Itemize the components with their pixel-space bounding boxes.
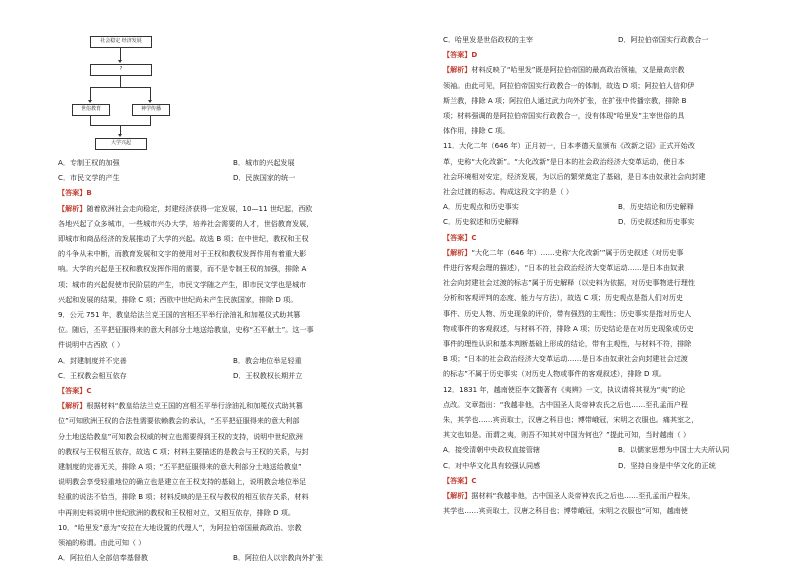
analysis-line: 根据材料“教皇给法兰克王国的宫相丕平举行涂油礼和加冕仪式助其篡 [86,401,303,411]
q10-option-a: A．阿拉伯人全部信奉基督教 [58,553,148,563]
q9-options-row [58,353,408,368]
diagram-connector [90,87,91,101]
diagram-bottom-box: 大学兴起 [95,138,147,150]
q12-options-row [443,458,793,473]
q12-answer: 【答案】C [443,475,477,485]
q11-option-a: A．历史观点和历史事实 [443,202,519,212]
analysis-tag: 【解析】 [58,203,87,213]
q9-options-row [58,368,408,383]
q8-option-c: C．市民文学的产生 [58,173,120,183]
analysis-line: 物或事件的客观叙述，与材料不符，排除 A 项；历史结论是在对历史现象或历史 [443,323,694,333]
flow-diagram [70,30,220,155]
q12-stem [443,382,793,443]
q10-analysis [443,62,793,138]
analysis-line: 兴起和发展的结果，排除 C 项；西欧中世纪尚未产生民族国家，排除 D 项。 [58,294,298,304]
right-column [443,32,793,519]
q9-option-c: C．王权教会相互依存 [58,370,127,380]
analysis-line: 轻重的说法不恰当，排除 B 项；材料反映的是王权与教权的相互依存关系，材料 [58,492,309,502]
q10-option-d: D．阿拉伯帝国实行政教合一 [618,35,709,44]
q11-answer: 【答案】C [443,232,477,242]
question-line: 位。随后，丕平把征服得来的意大利部分土地送给教皇，史称“丕平献土”。这一事 [58,325,314,335]
q12-option-a: A．接受清朝中央政权直接管辖 [443,445,541,455]
analysis-line: 的标志”不属于历史事实（对历史人物或事件的客观叙述），排除 D 项。 [443,369,666,379]
analysis-line: 的教权与王权相互依存，故选 C 项；材料主要描述的是教会与王权的关系，与封 [58,446,309,456]
q12-option-c: C．对中华文化具有较强认同感 [443,460,541,470]
analysis-line: 其学也……宾贡取士，汉唐之科目也；博带峨冠，宋明之衣服也”可知，越南使 [443,506,688,516]
diagram-left-box: 世俗教育 [72,104,110,116]
q11-options-row [443,199,793,214]
diagram-connector [150,87,151,101]
q10-answer: 【答案】D [443,50,478,60]
diagram-top-box: 社会稳定 经济发展 [90,36,152,48]
diagram-arrow [118,60,122,63]
q9-option-d: D．王权教权长期并立 [233,370,303,380]
question-line: 朱，其学也……宾贡取士，汉唐之科目也；博带峨冠，宋明之衣服也。痛其室之， [443,415,699,425]
q12-options-row [443,442,793,457]
analysis-line: 即城市和商品经济的发展推动了大学的兴起。故选 B 项；在中世纪，教权和王权 [58,234,309,244]
analysis-line: B 项；“日本的社会政治经济大变革运动……是日本由奴隶社会向封建社会过渡 [443,354,688,364]
analysis-line: 各地兴起了众多城市，一些城市兴办大学，培养社会需要的人才，世俗教育发展， [58,218,314,228]
question-line: 其文也如是。而谓之夷，则吾不知其对中国为何也？”提此可知，当时越南（ ） [443,430,691,440]
question-line: 点改。文章指出：“我越非他，古中国圣人炎帝神农氏之后也……至孔孟而户程 [443,399,688,409]
q10-options-row [58,550,408,565]
q9-stem [58,307,408,353]
analysis-line: 项；材料强调的是阿拉伯帝国实行政教合一，没有体现“哈里发”主宰世俗的具 [443,111,685,121]
q12-option-b: B．以儒家思想为中国士大夫所认同 [618,445,730,455]
analysis-tag: 【解析】 [443,65,472,75]
analysis-tag: 【解析】 [443,247,472,257]
q11-stem [443,138,793,199]
analysis-line: 体作用，排除 C 项。 [443,126,510,136]
analysis-line: 位”可知欧洲王权的合法性需要依赖教会的承认，“丕平把征服得来的意大利部 [58,416,300,426]
analysis-line: 中再则史料说明中世纪欧洲的教权和王权相对立，又相互依存，排除 D 项。 [58,507,295,517]
diagram-connector [90,87,150,88]
analysis-line: 事件、历史人物、历史现象的评价，带有强烈的主观性；历史事实是指对历史人 [443,308,692,318]
q12-analysis [443,488,793,518]
q9-analysis [58,398,408,520]
diagram-connector [120,75,121,87]
analysis-line: 材料反映了“哈里发”既是阿拉伯帝国的最高政治领袖，又是最高宗教 [471,65,685,75]
diagram-arrow [118,134,122,137]
q8-option-a: A．专制王权的加强 [58,158,120,167]
diagram-question-box: ? [90,64,152,76]
q8-answer: 【答案】B [58,188,92,198]
q11-option-b: B．历史结论和历史解释 [618,202,694,212]
analysis-line: 分土地送给教皇”可知教会权威的树立也需要得到王权的支持，说明中世纪欧洲 [58,431,303,441]
diagram-connector [120,47,121,61]
q8-options-row [58,155,408,170]
question-line: 革，史称“大化改新”。“大化改新”是日本的社会政治经济大变革运动，使日本 [443,156,685,166]
analysis-line: 件进行客观会理的描述），“日本的社会政治经济大变革运动……是日本由奴隶 [443,263,685,273]
q12-option-d: D．坚持自身是中华文化的正统 [618,460,716,470]
q9-option-a: A．封建制度并不完善 [58,355,127,365]
q10-options-row [443,32,793,47]
q10-stem [58,520,408,550]
diagram-arrow [148,100,152,103]
analysis-line: 建制度的完善无关，排除 A 项；“丕平把征服得来的意大利部分土地送给教皇” [58,462,302,472]
analysis-line: 分析和客观评判的态度、能力与方法），故选 C 项；历史观点是指人们对历史 [443,293,684,303]
q10-option-b: B．阿拉伯人以宗教向外扩张 [233,553,323,563]
question-line: 9．公元 751 年，教皇给法兰克王国的宫相丕平举行涂油礼和加冕仪式助其篡 [58,310,301,320]
diagram-right-box: 神学传播 [132,104,170,116]
question-line: 社会环境相对安定，经济发展，为以后的繁荣奠定了基础，是日本由奴隶社会向封建 [443,171,706,181]
q8-analysis [58,201,408,307]
analysis-line: 事件的理性认识和基本判断基础上形成的结论，带有主观性，与材料不符，排除 [443,339,692,349]
analysis-line: 随着欧洲社会走向稳定，封建经济获得一定发展，10—11 世纪起，西欧 [86,203,313,213]
question-line: 领袖的称谓。由此可知（ ） [58,538,146,548]
analysis-line: “大化二年（646 年）……史称‘大化改新’”属于历史叙述（对历史事 [471,247,684,257]
q10-option-c: C．哈里发是世俗政权的主宰 [443,35,534,44]
analysis-tag: 【解析】 [443,491,472,501]
analysis-tag: 【解析】 [58,401,87,411]
analysis-line: 说明教会享受轻重地位的确立也是建立在王权支持的基础上，说明教会地位举足 [58,477,307,487]
analysis-line: 斯兰教，排除 A 项；阿拉伯人通过武力向外扩张，在扩张中传播宗教，排除 B [443,95,687,105]
question-line: 社会过渡的标志。构成这段文字的是（ ） [443,187,573,197]
q9-answer: 【答案】C [58,386,92,396]
question-line: 件说明中古西欧（ ） [58,340,125,350]
q11-analysis [443,245,793,382]
analysis-line: 的斗争从未中断，而教育发展和文字的使用对于王权和教权发挥作用有着重大影 [58,249,307,259]
diagram-connector [150,115,151,125]
q8-option-b: B．城市的兴起发展 [233,158,295,167]
analysis-line: 据材料“我越非他，古中国圣人炎帝神农氏之后也……至孔孟而户程朱， [471,491,695,501]
diagram-arrow [88,100,92,103]
analysis-line: 领袖。由此可见，阿拉伯帝国实行政教合一的体制，故选 D 项；阿拉伯人信仰伊 [443,80,695,90]
q11-option-c: C．历史叙述和历史解释 [443,217,519,227]
analysis-line: 社会向封建社会过渡的标志”属于历史解释（以史料为依据，对历史事物进行理性 [443,278,695,288]
q8-options-row [58,170,408,185]
question-line: 12．1831 年，越南使臣李文馥著有《夷辨》一文，执议请将其视为“夷”的论 [443,384,686,394]
q11-option-d: D．历史叙述和历史事实 [618,217,695,227]
analysis-line: 响。大学的兴起是王权和教权发挥作用的需要，而不是专制王权的加强，排除 A [58,264,307,274]
q8-option-d: D．民族国家的统一 [233,173,296,183]
question-line: 10．“哈里发”意为“安拉在大地设置的代理人”，为阿拉伯帝国最高政治、宗教 [58,522,302,532]
analysis-line: 项；城市的兴起促使市民阶层的产生，市民文学随之产生，即市民文学也是城市 [58,279,307,289]
q11-options-row [443,214,793,229]
q9-option-b: B．教会地位举足轻重 [233,355,302,365]
question-line: 11．大化二年（646 年）正月初一，日本孝德天皇颁布《改新之诏》正式开始改 [443,141,695,151]
diagram-connector [90,115,91,125]
left-column [58,30,408,565]
